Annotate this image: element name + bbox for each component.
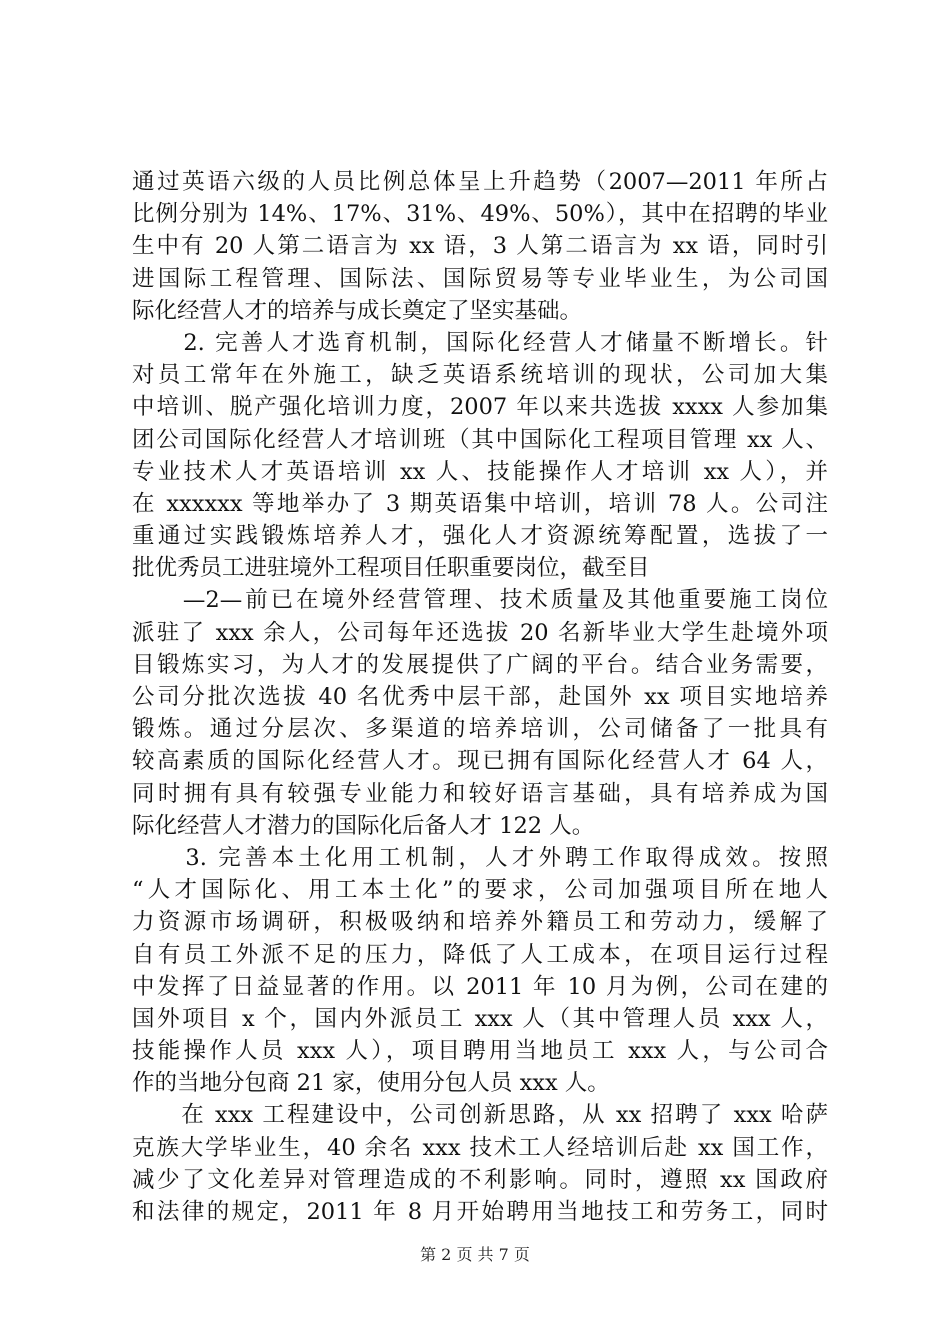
text-line: 际化经营人才潜力的国际化后备人才 122 人。 bbox=[132, 812, 595, 839]
text-line: 锻炼。通过分层次、多渠道的培养培训，公司储备了一批具有 bbox=[132, 716, 828, 743]
text-line: 团公司国际化经营人才培训班（其中国际化工程项目管理 xx 人、 bbox=[132, 426, 828, 453]
text-line: 作的当地分包商 21 家，使用分包人员 xxx 人。 bbox=[132, 1070, 610, 1097]
text-line: 国外项目 x 个，国内外派员工 xxx 人（其中管理人员 xxx 人， bbox=[132, 1005, 828, 1032]
text-line: 较高素质的国际化经营人才。现已拥有国际化经营人才 64 人， bbox=[132, 748, 828, 775]
text-line: 技能操作人员 xxx 人），项目聘用当地员工 xxx 人，与公司合 bbox=[132, 1038, 828, 1065]
text-line: 比例分别为 14%、17%、31%、49%、50%），其中在招聘的毕业 bbox=[132, 201, 828, 228]
text-line: 批优秀员工进驻境外工程项目任职重要岗位，截至目 bbox=[132, 555, 650, 582]
text-line: 派驻了 xxx 余人，公司每年还选拔 20 名新毕业大学生赴境外项 bbox=[132, 619, 828, 646]
text-line: 重通过实践锻炼培养人才，强化人才资源统筹配置，选拔了一 bbox=[132, 523, 828, 550]
document-body bbox=[132, 166, 828, 1228]
text-line: 公司分批次选拔 40 名优秀中层干部，赴国外 xx 项目实地培养 bbox=[132, 684, 828, 710]
text-line: —2—前已在境外经营管理、技术质量及其他重要施工岗位 bbox=[132, 587, 828, 614]
text-line: “人才国际化、用工本土化”的要求，公司加强项目所在地人 bbox=[132, 877, 828, 904]
text-line: 专业技术人才英语培训 xx 人、技能操作人才培训 xx 人），并 bbox=[132, 458, 828, 485]
text-line: 力资源市场调研，积极吸纳和培养外籍员工和劳动力，缓解了 bbox=[132, 909, 828, 936]
text-line: 对员工常年在外施工，缺乏英语系统培训的现状，公司加大集 bbox=[132, 362, 828, 389]
text-line: 际化经营人才的培养与成长奠定了坚实基础。 bbox=[132, 297, 583, 324]
text-line: 进国际工程管理、国际法、国际贸易等专业毕业生，为公司国 bbox=[132, 265, 828, 292]
text-line: 3. 完善本土化用工机制，人才外聘工作取得成效。按照 bbox=[132, 844, 828, 871]
text-line: 和法律的规定，2011 年 8 月开始聘用当地技工和劳务工，同时 bbox=[132, 1199, 828, 1225]
text-line: 在 xxxxxx 等地举办了 3 期英语集中培训，培训 78 人。公司注 bbox=[132, 490, 828, 517]
text-line: 克族大学毕业生，40 余名 xxx 技术工人经培训后赴 xx 国工作， bbox=[132, 1134, 828, 1161]
text-line: 减少了文化差异对管理造成的不利影响。同时，遵照 xx 国政府 bbox=[132, 1166, 828, 1193]
text-line: 目锻炼实习，为人才的发展提供了广阔的平台。结合业务需要， bbox=[132, 651, 828, 678]
text-line: 生中有 20 人第二语言为 xx 语，3 人第二语言为 xx 语，同时引 bbox=[132, 233, 828, 260]
text-line: 中培训、脱产强化培训力度，2007 年以来共选拔 xxxx 人参加集 bbox=[132, 394, 828, 421]
text-line: 同时拥有具有较强专业能力和较好语言基础，具有培养成为国 bbox=[132, 780, 828, 807]
text-line: 2. 完善人才选育机制，国际化经营人才储量不断增长。针 bbox=[132, 329, 828, 356]
page-footer: 第 2 页 共 7 页 bbox=[420, 1245, 530, 1264]
text-line: 中发挥了日益显著的作用。以 2011 年 10 月为例，公司在建的 bbox=[132, 973, 828, 1000]
text-line: 在 xxx 工程建设中，公司创新思路，从 xx 招聘了 xxx 哈萨 bbox=[132, 1102, 828, 1129]
text-line: 自有员工外派不足的压力，降低了人工成本，在项目运行过程 bbox=[132, 941, 828, 968]
text-line: 通过英语六级的人员比例总体呈上升趋势（2007—2011 年所占 bbox=[132, 169, 828, 195]
